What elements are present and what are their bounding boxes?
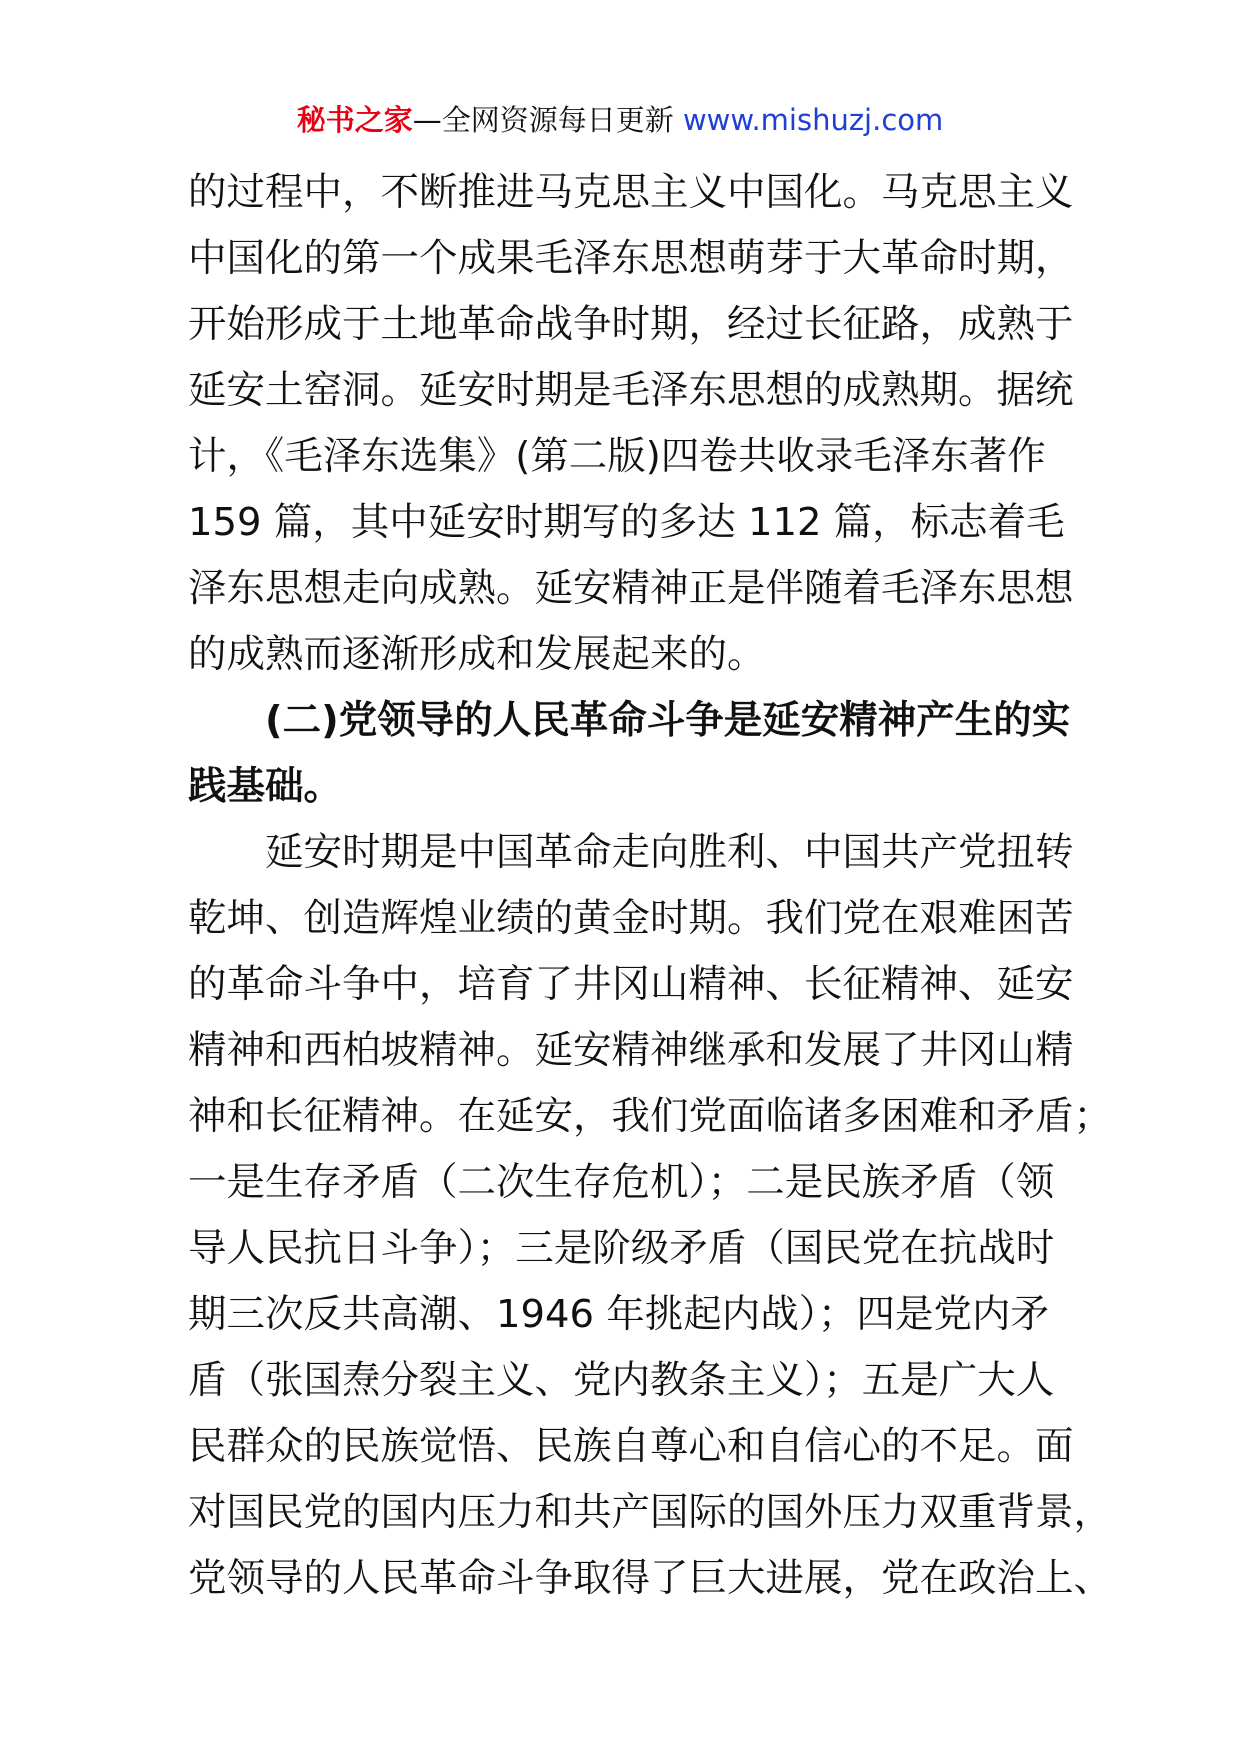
text-line: 对国民党的国内压力和共产国际的国外压力双重背景， [188,1490,1113,1535]
text-line: 神和长征精神。在延安，我们党面临诸多困难和矛盾； [188,1094,1113,1139]
site-header [0,100,1240,140]
document-body [188,160,1113,1612]
text-line: 开始形成于土地革命战争时期，经过长征路，成熟于 [188,302,1074,347]
text-line: 中国化的第一个成果毛泽东思想萌芽于大革命时期， [188,236,1074,281]
text-line: 泽东思想走向成熟。延安精神正是伴随着毛泽东思想 [188,566,1074,611]
text-line: 的过程中，不断推进马克思主义中国化。马克思主义 [188,170,1074,215]
site-brand: 秘书之家 [296,103,413,137]
text-line: 的革命斗争中，培育了井冈山精神、长征精神、延安 [188,962,1074,1007]
text-line: 精神和西柏坡精神。延安精神继承和发展了井冈山精 [188,1028,1074,1073]
text-line: 延安土窑洞。延安时期是毛泽东思想的成熟期。据统 [188,368,1074,413]
text-line: 乾坤、创造辉煌业绩的黄金时期。我们党在艰难困苦 [188,896,1074,941]
site-tagline: —全网资源每日更新 [412,103,674,137]
section-heading-continued: 践基础。 [188,764,343,809]
text-line: 159 篇，其中延安时期写的多达 112 篇，标志着毛 [188,500,1065,545]
text-line: 盾（张国焘分裂主义、党内教条主义）；五是广大人 [188,1358,1055,1403]
text-line: 民群众的民族觉悟、民族自尊心和自信心的不足。面 [188,1424,1074,1469]
section-heading: (二)党领导的人民革命斗争是延安精神产生的实 [265,698,1071,743]
text-line: 期三次反共高潮、1946 年挑起内战）；四是党内矛 [188,1292,1049,1337]
text-line: 计，《毛泽东选集》(第二版)四卷共收录毛泽东著作 [188,434,1046,479]
text-line: 的成熟而逐渐形成和发展起来的。 [188,632,766,677]
text-line: 一是生存矛盾（二次生存危机）；二是民族矛盾（领 [188,1160,1055,1205]
paragraph-start-line: 延安时期是中国革命走向胜利、中国共产党扭转 [265,830,1074,875]
text-line: 党领导的人民革命斗争取得了巨大进展，党在政治上、 [188,1556,1113,1601]
text-line: 导人民抗日斗争）；三是阶级矛盾（国民党在抗战时 [188,1226,1055,1271]
site-url-link[interactable]: www.mishuzj.com [682,103,944,137]
